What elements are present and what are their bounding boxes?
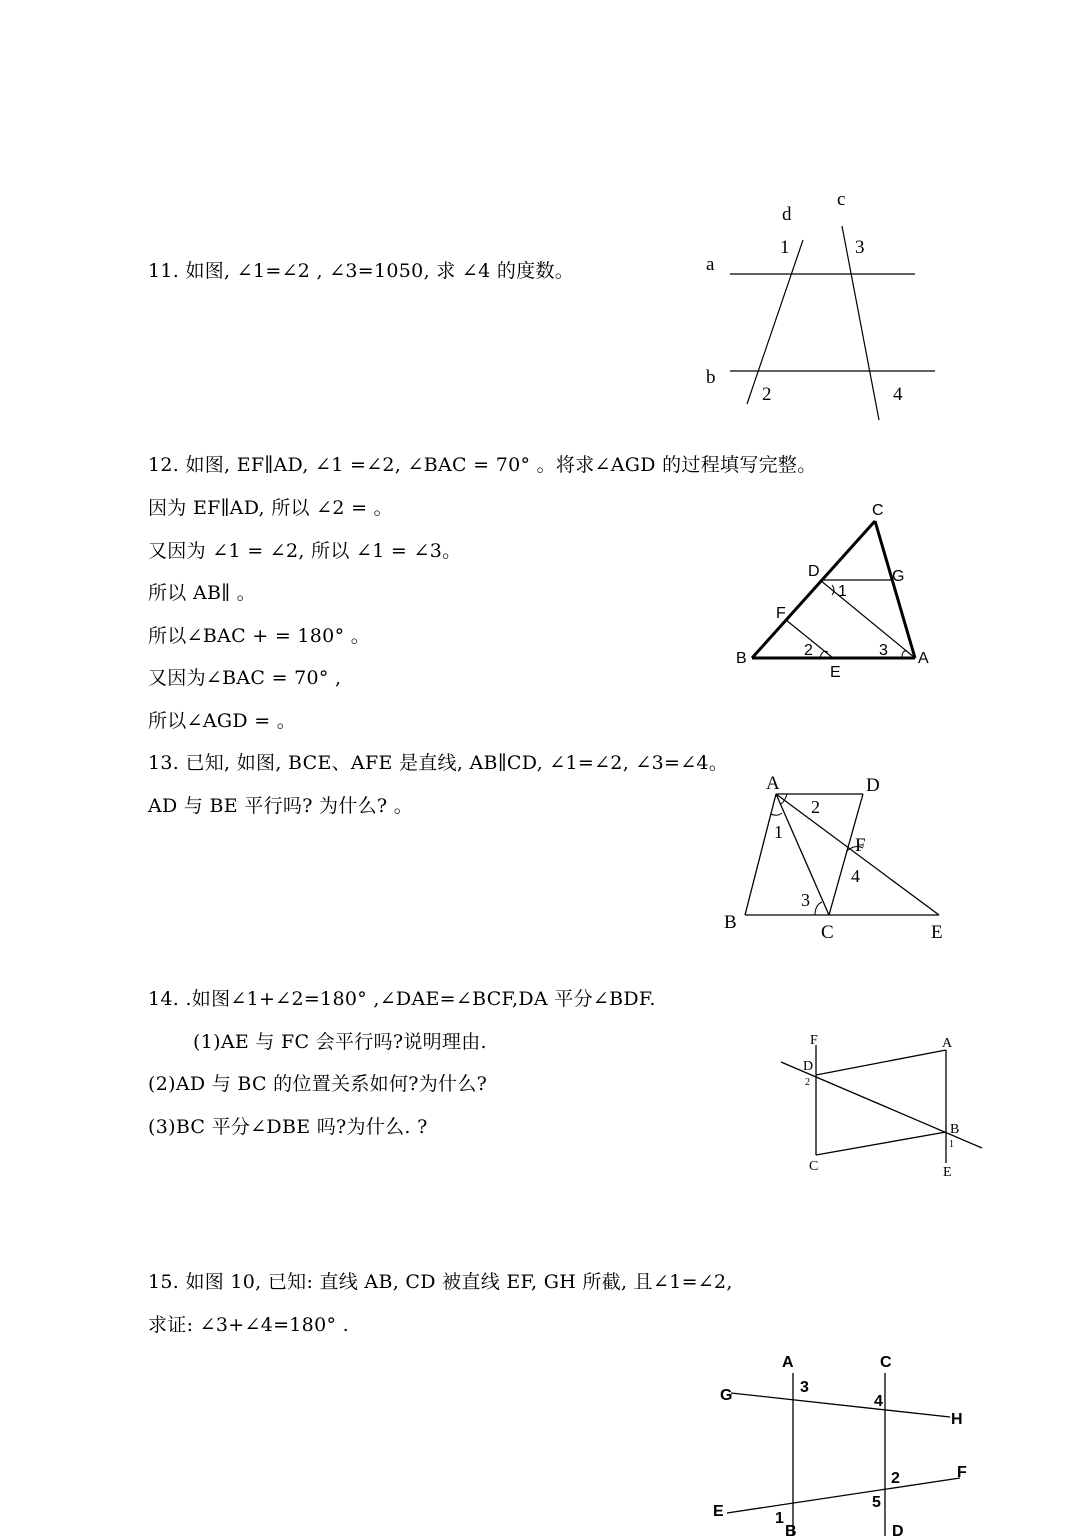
label-4: 4 (874, 1393, 883, 1410)
label-2: 2 (811, 797, 820, 817)
label-1: 1 (774, 822, 783, 842)
label-D: D (892, 1523, 904, 1536)
label-C: C (872, 502, 884, 519)
q12-line-7: 所以∠AGD = 。 (148, 710, 297, 732)
label-A: A (942, 1036, 953, 1051)
label-G: G (720, 1387, 733, 1404)
q12-line-1: 12. 如图, EF∥AD, ∠1 =∠2, ∠BAC = 70° 。将求∠AGD 的过程填写完整。 (148, 454, 817, 476)
q14-figure (775, 1030, 990, 1190)
label-F: F (810, 1033, 818, 1048)
label-2: 2 (891, 1470, 900, 1487)
q12-line-2: 因为 EF∥AD, 所以 ∠2 = 。 (148, 497, 393, 519)
label-D: D (808, 563, 820, 580)
q13-line-2: AD 与 BE 平行吗? 为什么? 。 (148, 795, 414, 817)
label-G: G (892, 568, 905, 585)
label-1: 1 (949, 1139, 954, 1150)
label-C: C (821, 922, 834, 943)
label-E: E (830, 664, 841, 681)
label-A: A (766, 773, 780, 794)
label-A: A (918, 650, 929, 667)
q12-figure (730, 495, 950, 685)
label-3: 3 (801, 890, 810, 910)
q14-line-4: (3)BC 平分∠DBE 吗?为什么. ? (148, 1116, 428, 1138)
label-3: 3 (800, 1379, 809, 1396)
label-b: b (706, 367, 716, 388)
label-a: a (706, 254, 715, 275)
label-3: 3 (855, 237, 865, 258)
label-D: D (866, 775, 880, 796)
label-2: 2 (762, 384, 772, 405)
q14-line-2: (1)AE 与 FC 会平行吗?说明理由. (193, 1031, 487, 1053)
label-5: 5 (872, 1494, 881, 1511)
label-A: A (782, 1354, 794, 1371)
q15-line-2: 求证: ∠3+∠4=180° . (148, 1314, 349, 1336)
label-B: B (785, 1523, 797, 1536)
label-B: B (724, 912, 737, 933)
label-1: 1 (838, 583, 847, 600)
label-E: E (943, 1165, 952, 1180)
q13-line-1: 13. 已知, 如图, BCE、AFE 是直线, AB∥CD, ∠1=∠2, ∠3=∠4。 (148, 752, 729, 774)
label-C: C (809, 1159, 819, 1174)
label-c: c (837, 189, 846, 210)
label-B: B (950, 1122, 960, 1137)
q12-line-3: 又因为 ∠1 = ∠2, 所以 ∠1 = ∠3。 (148, 540, 462, 562)
label-E: E (931, 922, 943, 943)
q12-line-4: 所以 AB∥ 。 (148, 582, 256, 604)
q12-line-5: 所以∠BAC + = 180° 。 (148, 625, 371, 647)
label-B: B (736, 650, 747, 667)
q14-line-1: 14. .如图∠1+∠2=180° ,∠DAE=∠BCF,DA 平分∠BDF. (148, 988, 656, 1010)
label-1: 1 (780, 237, 790, 258)
label-E: E (713, 1503, 724, 1520)
label-2: 2 (805, 1077, 810, 1088)
label-2: 2 (804, 642, 813, 659)
label-F: F (855, 835, 866, 856)
label-3: 3 (879, 642, 888, 659)
q15-line-1: 15. 如图 10, 已知: 直线 AB, CD 被直线 EF, GH 所截, 且∠1=∠2, (148, 1271, 733, 1293)
q11-figure (690, 180, 950, 430)
label-d: d (782, 204, 792, 225)
label-H: H (951, 1411, 963, 1428)
q14-line-3: (2)AD 与 BC 的位置关系如何?为什么? (148, 1073, 488, 1095)
q13-figure (715, 768, 955, 948)
q12-line-6: 又因为∠BAC = 70° , (148, 667, 342, 689)
label-F: F (957, 1464, 967, 1481)
label-C: C (880, 1354, 892, 1371)
label-D: D (803, 1059, 814, 1074)
label-4: 4 (893, 384, 903, 405)
q11-text: 11. 如图, ∠1=∠2 , ∠3=1050, 求 ∠4 的度数。 (148, 260, 575, 282)
q15-figure (705, 1345, 985, 1536)
label-1: 1 (775, 1510, 784, 1527)
label-4: 4 (851, 866, 860, 886)
label-F: F (776, 605, 786, 622)
